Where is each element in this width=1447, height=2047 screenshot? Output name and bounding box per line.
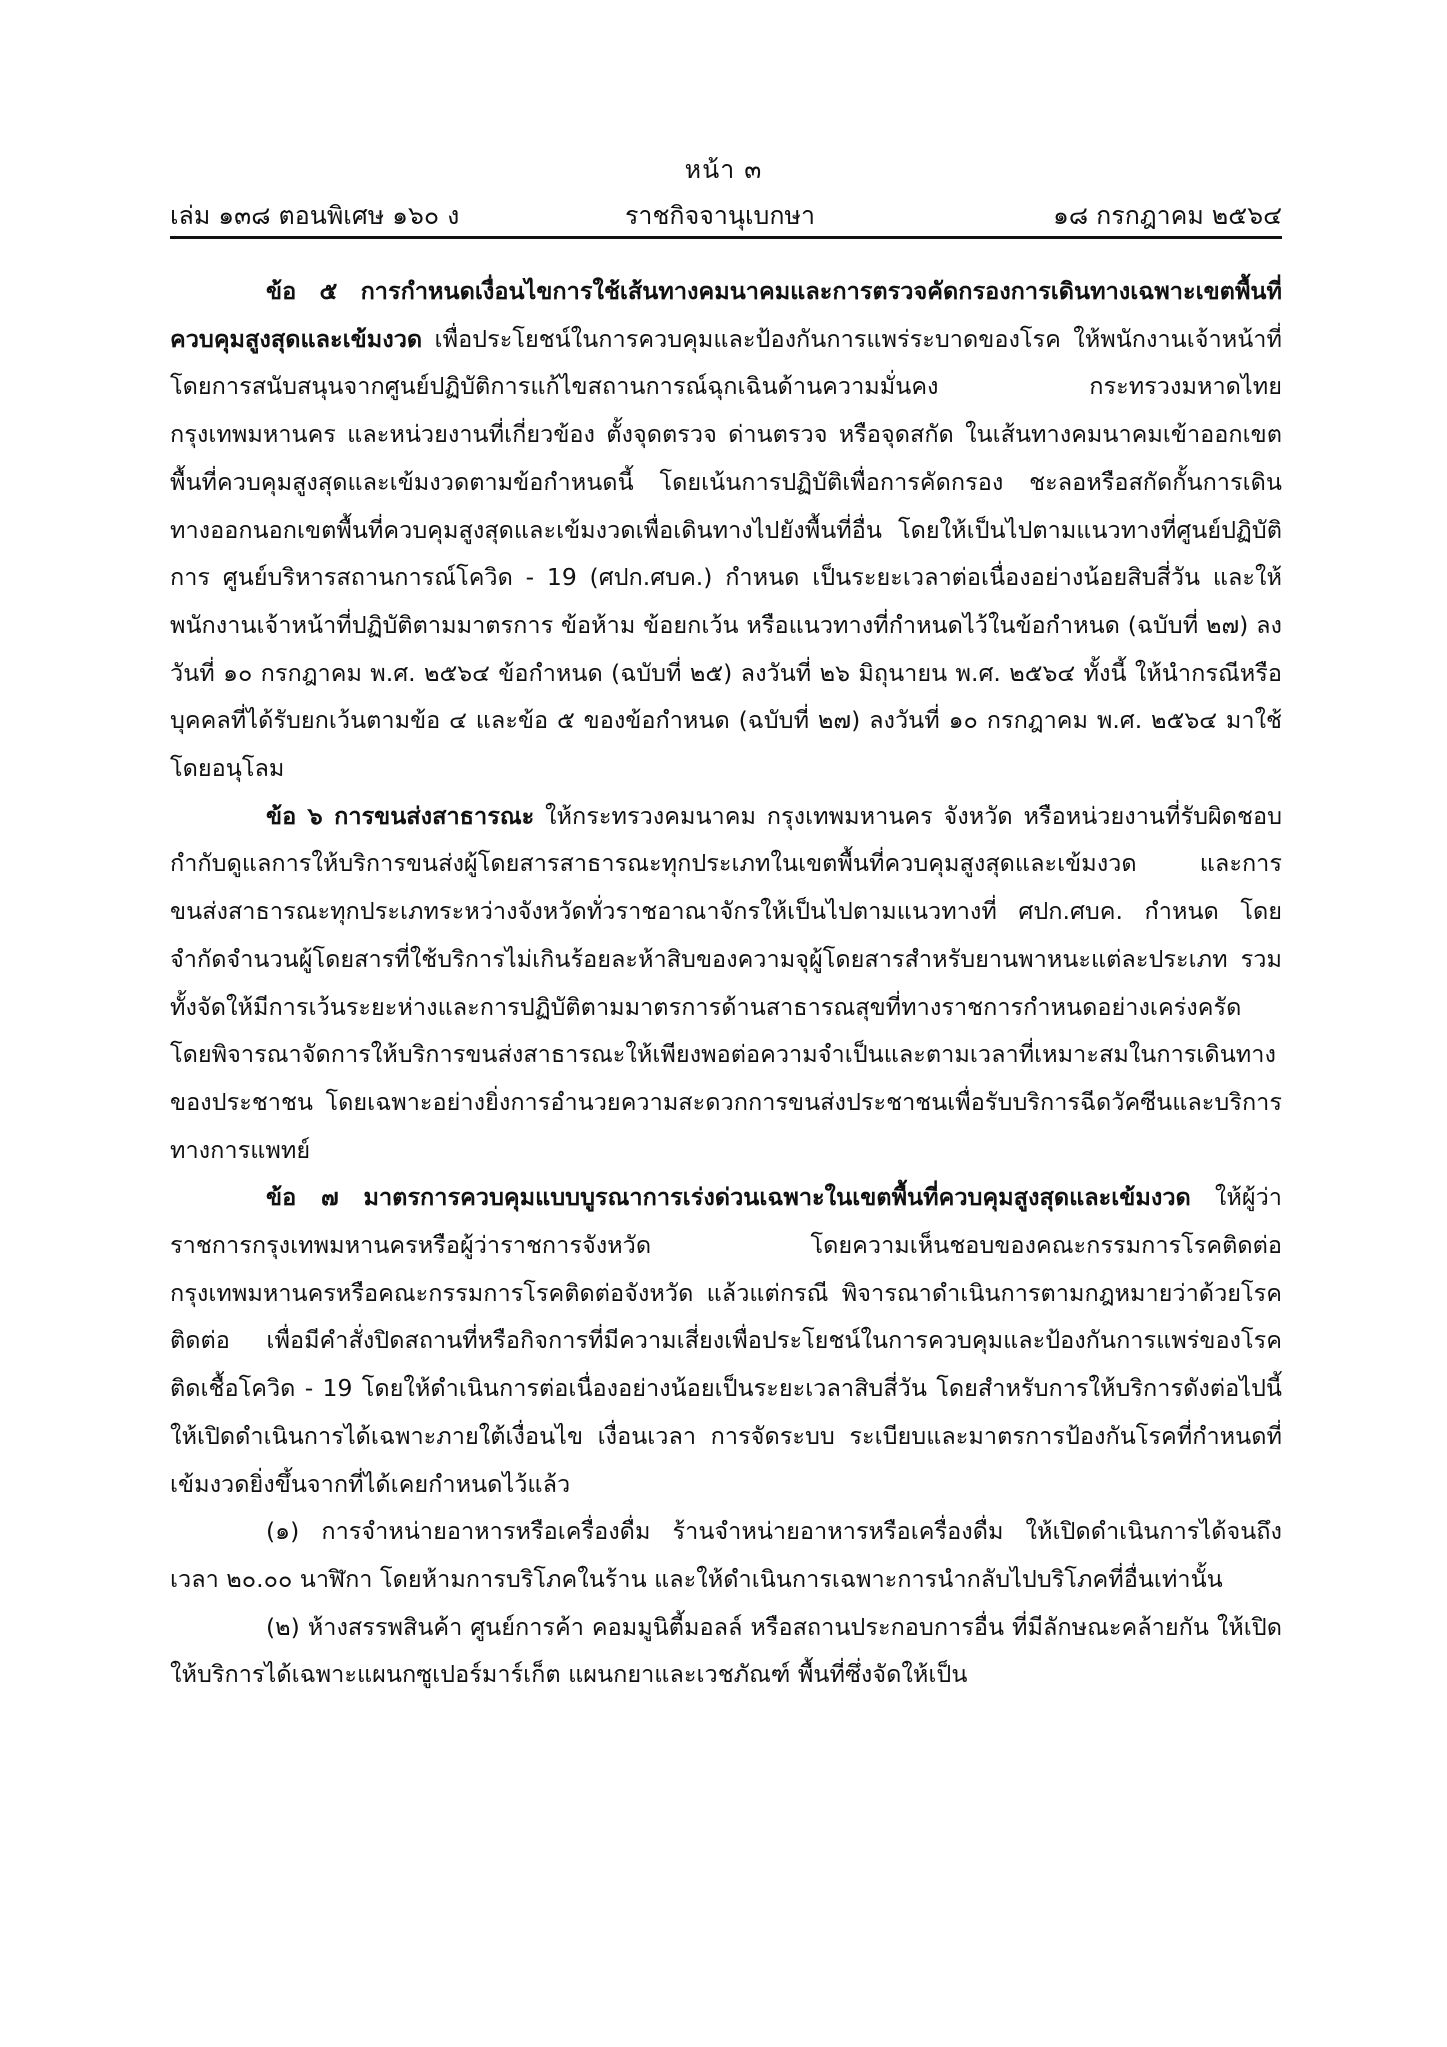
header-divider bbox=[170, 236, 1282, 239]
section-5-text: เพื่อประโยชน์ในการควบคุมและป้องกันการแพร่ระบาดของโรค ให้พนักงานเจ้าหน้าที่โดยการสนับสนุนจากศูนย์ปฏิบัติการแก้ไขสถานการณ์ฉุกเฉินด้านความมั่นคง กระทรวงมหาดไทย กรุงเทพมหานคร และหน่วยงานที่เกี่ยวข้อง ตั้งจุดตรวจ ด่านตรวจ หรือจุดสกัด ในเส้นทางคมนาคมเข้าออกเขตพื้นที่ควบคุมสูงสุดและเข้มงวดตามข้อกำหนดนี้ โดยเน้นการปฏิบัติเพื่อการคัดกรอง ชะลอหรือสกัดกั้นการเดินทางออกนอกเขตพื้นที่ควบคุมสูงสุดและเข้มงวดเพื่อเดินทางไปยังพื้นที่อื่น โดยให้เป็นไปตามแนวทางที่ศูนย์ปฏิบัติการ ศูนย์บริหารสถานการณ์โควิด - 19 (ศปก.ศบค.) กำหนด เป็นระยะเวลาต่อเนื่องอย่างน้อยสิบสี่วัน และให้พนักงานเจ้าหน้าที่ปฏิบัติตามมาตรการ ข้อห้าม ข้อยกเว้น หรือแนวทางที่กำหนดไว้ในข้อกำหนด (ฉบับที่ ๒๗) ลงวันที่ ๑๐ กรกฎาคม พ.ศ. ๒๕๖๔ ข้อกำหนด (ฉบับที่ ๒๕) ลงวันที่ ๒๖ มิถุนายน พ.ศ. ๒๕๖๔ ทั้งนี้ ให้นำกรณีหรือบุคคลที่ได้รับยกเว้นตามข้อ ๔ และข้อ ๕ ของข้อกำหนด (ฉบับที่ ๒๗) ลงวันที่ ๑๐ กรกฎาคม พ.ศ. ๒๕๖๔ มาใช้โดยอนุโลม bbox=[170, 324, 1282, 783]
item-1-paragraph: (๑) การจำหน่ายอาหารหรือเครื่องดื่ม ร้านจำหน่ายอาหารหรือเครื่องดื่ม ให้เปิดดำเนินการได้จนถึงเวลา ๒๐.๐๐ นาฬิกา โดยห้ามการบริโภคในร้าน และให้ดำเนินการเฉพาะการนำกลับไปบริโภคที่อื่นเท่านั้น bbox=[170, 1517, 1282, 1593]
section-5-heading: ข้อ ๕ การกำหนดเงื่อนไขการใช้เส้นทางคมนาคมและการตรวจคัดกรองการเดินทางเฉพาะเขตพื้นที่ควบคุมสูงสุดและเข้มงวด bbox=[170, 277, 1282, 353]
section-7-heading: ข้อ ๗ มาตรการควบคุมแบบบูรณาการเร่งด่วนเฉพาะในเขตพื้นที่ควบคุมสูงสุดและเข้มงวด bbox=[266, 1183, 1191, 1212]
item-2-paragraph: (๒) ห้างสรรพสินค้า ศูนย์การค้า คอมมูนิตี้มอลล์ หรือสถานประกอบการอื่น ที่มีลักษณะคล้ายกัน ให้เปิดให้บริการได้เฉพาะแผนกซูเปอร์มาร์เก็ต แผนกยาและเวชภัณฑ์ พื้นที่ซึ่งจัดให้เป็น bbox=[170, 1612, 1282, 1689]
section-7-text: ให้ผู้ว่าราชการกรุงเทพมหานครหรือผู้ว่าราชการจังหวัด โดยความเห็นชอบของคณะกรรมการโรคติดต่อกรุงเทพมหานครหรือคณะกรรมการโรคติดต่อจังหวัด แล้วแต่กรณี พิจารณาดำเนินการตามกฎหมายว่าด้วยโรคติดต่อ เพื่อมีคำสั่งปิดสถานที่หรือกิจการที่มีความเสี่ยงเพื่อประโยชน์ในการควบคุมและป้องกันการแพร่ของโรคติดเชื้อโควิด - 19 โดยให้ดำเนินการต่อเนื่องอย่างน้อยเป็นระยะเวลาสิบสี่วัน โดยสำหรับการให้บริการดังต่อไปนี้ ให้เปิดดำเนินการได้เฉพาะภายใต้เงื่อนไข เงื่อนเวลา การจัดระบบ ระเบียบและมาตรการป้องกันโรคที่กำหนดที่เข้มงวดยิ่งขึ้นจากที่ได้เคยกำหนดไว้แล้ว bbox=[170, 1183, 1282, 1498]
section-6-text: ให้กระทรวงคมนาคม กรุงเทพมหานคร จังหวัด หรือหน่วยงานที่รับผิดชอบกำกับดูแลการให้บริการขนส่งผู้โดยสารสาธารณะทุกประเภทในเขตพื้นที่ควบคุมสูงสุดและเข้มงวด และการขนส่งสาธารณะทุกประเภทระหว่างจังหวัดทั่วราชอาณาจักรให้เป็นไปตามแนวทางที่ ศปก.ศบค. กำหนด โดยจำกัดจำนวนผู้โดยสารที่ใช้บริการไม่เกินร้อยละห้าสิบของความจุผู้โดยสารสำหรับยานพาหนะแต่ละประเภท รวมทั้งจัดให้มีการเว้นระยะห่างและการปฏิบัติตามมาตรการด้านสาธารณสุขที่ทางราชการกำหนดอย่างเคร่งครัด โดยพิจารณาจัดการให้บริการขนส่งสาธารณะให้เพียงพอต่อความจำเป็นและตามเวลาที่เหมาะสมในการเดินทางของประชาชน โดยเฉพาะอย่างยิ่งการอำนวยความสะดวกการขนส่งประชาชนเพื่อรับบริการฉีดวัคซีนและบริการทางการแพทย์ bbox=[170, 801, 1283, 1164]
section-5-paragraph bbox=[170, 268, 1282, 793]
gazette-header bbox=[170, 196, 1282, 232]
gazette-name: ราชกิจจานุเบกษา bbox=[625, 201, 816, 230]
document-body bbox=[170, 268, 1282, 1699]
section-6-heading: ข้อ ๖ การขนส่งสาธารณะ bbox=[266, 801, 535, 830]
page-number: หน้า ๓ bbox=[684, 155, 763, 184]
publication-date: ๑๘ กรกฎาคม ๒๕๖๔ bbox=[1053, 201, 1282, 230]
volume-issue: เล่ม ๑๓๘ ตอนพิเศษ ๑๖๐ ง bbox=[170, 201, 460, 230]
section-7-paragraph bbox=[170, 1174, 1282, 1508]
section-6-paragraph bbox=[170, 793, 1282, 1175]
